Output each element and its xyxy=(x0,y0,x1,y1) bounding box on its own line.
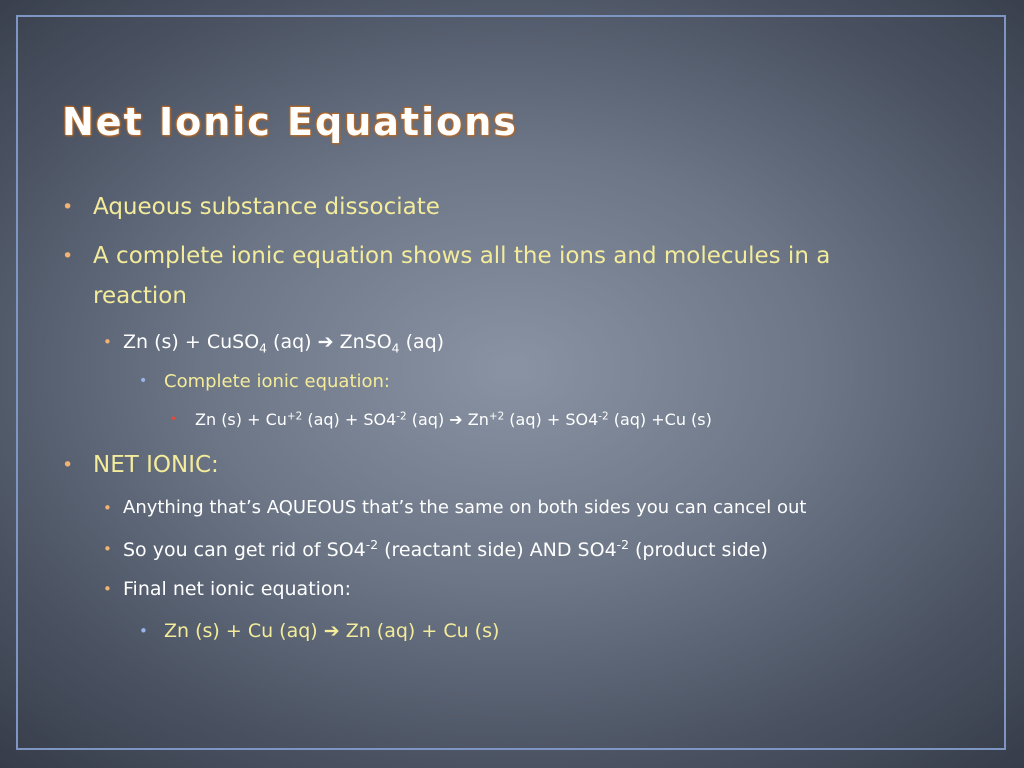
bullet-text-line2: reaction xyxy=(93,283,187,309)
bullet-text: So you can get rid of $SO4^{-2}$ (reactant side) AND $SO4^{-2}$ (product side) xyxy=(123,538,768,561)
bullet-text: Aqueous substance dissociate xyxy=(93,194,440,220)
bullet-text: Final net ionic equation: xyxy=(123,578,351,600)
bullet-dot-icon: • xyxy=(103,580,112,598)
bullet-dot-icon: • xyxy=(170,412,178,426)
bullet-dot-icon: • xyxy=(103,333,112,351)
equation-text: Zn $(s) + Cu^{+2}$ $(aq) + SO4^{-2}$ (aq) ➔ $Zn^{+2}$ $(aq) + SO4^{-2}$ (aq) +Cu (s) xyxy=(195,410,712,429)
bullet-text-line1: A complete ionic equation shows all the ions and molecules in a xyxy=(93,243,831,269)
bullet-text: Complete ionic equation: xyxy=(164,371,390,392)
bullet-text: Anything that’s AQUEOUS that’s the same on both sides you can cancel out xyxy=(123,497,807,518)
bullet-dot-icon: • xyxy=(103,499,112,517)
arrow-right-icon: ➔ xyxy=(323,620,340,642)
arrow-right-icon: ➔ xyxy=(449,410,463,429)
bullet-dot-icon: • xyxy=(103,540,112,558)
equation-text: Zn (s) + CuSO$_4$ (aq) ➔ ZnSO$_4$ (aq) xyxy=(123,331,445,356)
arrow-right-icon: ➔ xyxy=(317,331,334,353)
bullet-dot-icon: • xyxy=(62,454,74,476)
slide-title: Net Ionic Equations xyxy=(62,100,518,144)
bullet-dot-icon: • xyxy=(139,622,148,640)
bullet-dot-icon: • xyxy=(139,373,148,389)
bullet-dot-icon: • xyxy=(62,245,74,267)
equation-text: Zn (s) + Cu (aq) ➔ Zn (aq) + Cu (s) xyxy=(164,620,500,642)
bullet-dot-icon: • xyxy=(62,196,74,218)
bullet-text: NET IONIC: xyxy=(93,452,219,478)
